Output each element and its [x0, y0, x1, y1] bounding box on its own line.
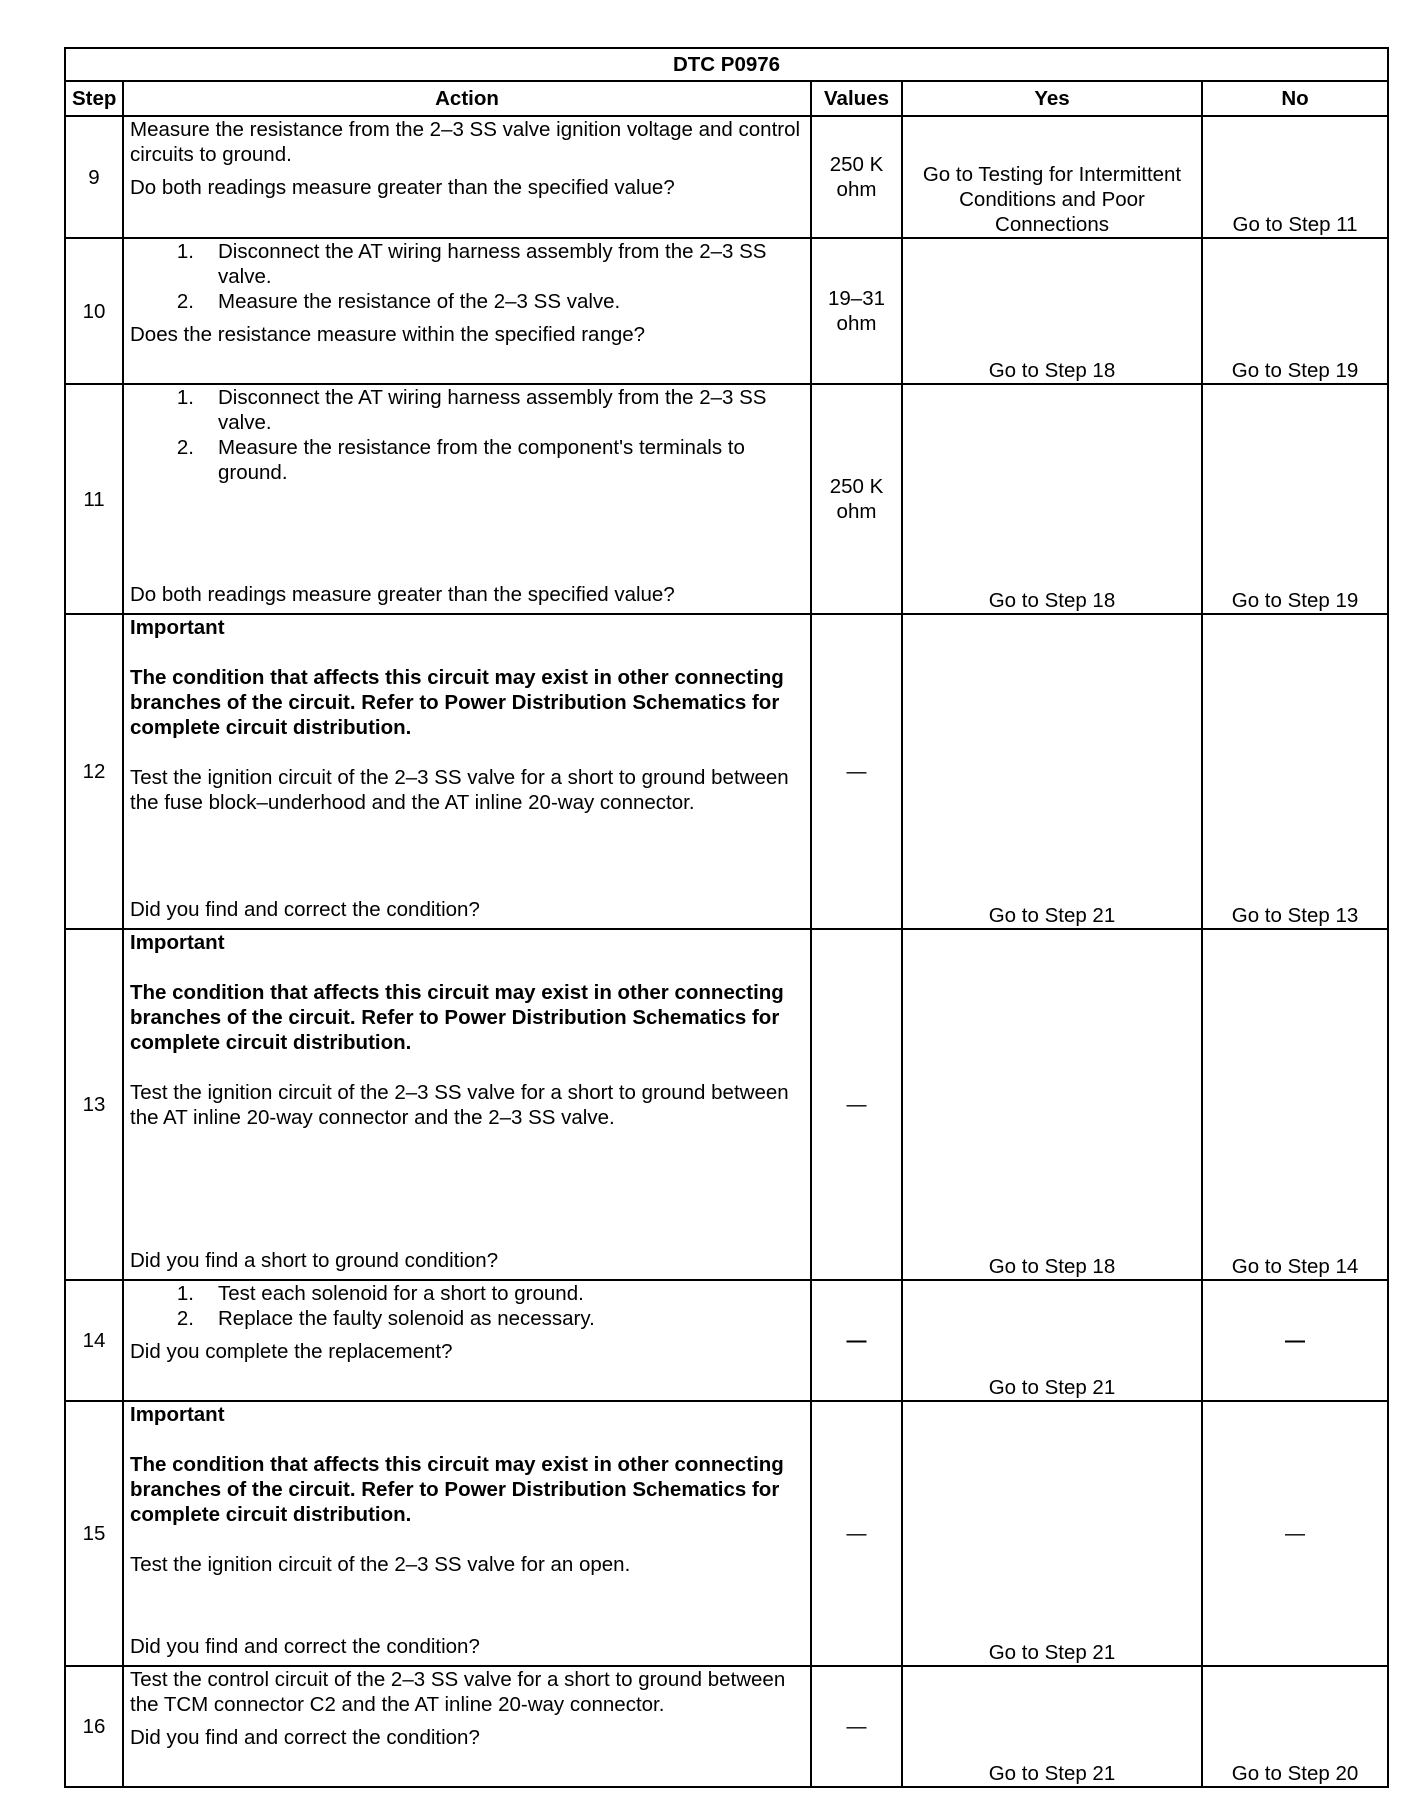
- yes-cell: Go to Testing for Intermittent Conditions and Poor Connections: [902, 116, 1202, 238]
- dash-value: —: [1285, 1329, 1305, 1352]
- yes-cell: Go to Step 21: [902, 1401, 1202, 1666]
- action-cell: [123, 116, 811, 238]
- no-cell: Go to Step 19: [1202, 238, 1388, 384]
- action-cell: [123, 384, 811, 614]
- table-row: [65, 929, 1388, 1280]
- no-cell: Go to Step 20: [1202, 1666, 1388, 1787]
- step-number: 15: [65, 1401, 123, 1666]
- dash-value: —: [846, 1715, 867, 1738]
- dash-value: —: [846, 1522, 867, 1545]
- list-item: 2. Replace the faulty solenoid as necessary.: [176, 1307, 595, 1330]
- value-cell: 250 K ohm: [811, 116, 902, 238]
- yes-cell: Go to Step 21: [902, 1666, 1202, 1787]
- yes-cell: Go to Step 18: [902, 384, 1202, 614]
- list-item: 2. Measure the resistance of the 2–3 SS valve.: [176, 290, 621, 313]
- question-text: Did you find and correct the condition?: [130, 1726, 480, 1749]
- action-list: [130, 385, 804, 485]
- list-item: 1. Disconnect the AT wiring harness assembly from the 2–3 SS valve.: [176, 386, 767, 434]
- action-cell: [123, 238, 811, 384]
- header-no: No: [1202, 81, 1388, 116]
- step-number: 11: [65, 384, 123, 614]
- step-number: 14: [65, 1280, 123, 1401]
- important-note: The condition that affects this circuit may exist in other connecting branches of the circuit. Refer to Power Distribution Schematics for complete circuit distribution.: [130, 666, 784, 739]
- question-text: Did you complete the replacement?: [130, 1340, 453, 1363]
- action-text: Test the control circuit of the 2–3 SS valve for a short to ground between the TCM connector C2 and the AT inline 20-way connector.: [130, 1668, 786, 1716]
- action-cell: [123, 1401, 811, 1666]
- value-cell: [811, 1666, 902, 1787]
- action-cell: [123, 1666, 811, 1787]
- question-text: Did you find and correct the condition?: [130, 1635, 480, 1658]
- action-list: [130, 1281, 804, 1331]
- table-row: [65, 614, 1388, 929]
- question-text: Does the resistance measure within the specified range?: [130, 323, 646, 346]
- no-cell: Go to Step 11: [1202, 116, 1388, 238]
- dash-value: —: [846, 1329, 867, 1352]
- no-cell: Go to Step 13: [1202, 614, 1388, 929]
- list-item: 1. Test each solenoid for a short to ground.: [176, 1282, 584, 1305]
- value-cell: [811, 929, 902, 1280]
- no-cell: Go to Step 14: [1202, 929, 1388, 1280]
- important-label: Important: [130, 1403, 225, 1426]
- yes-cell: Go to Step 21: [902, 1280, 1202, 1401]
- header-values: Values: [811, 81, 902, 116]
- yes-cell: Go to Step 21: [902, 614, 1202, 929]
- table-row: [65, 1666, 1388, 1787]
- action-cell: [123, 929, 811, 1280]
- step-number: 13: [65, 929, 123, 1280]
- no-cell: [1202, 1280, 1388, 1401]
- action-text: Test the ignition circuit of the 2–3 SS valve for an open.: [130, 1553, 631, 1576]
- action-cell: [123, 1280, 811, 1401]
- table-row: [65, 1401, 1388, 1666]
- important-label: Important: [130, 616, 225, 639]
- yes-cell: Go to Step 18: [902, 238, 1202, 384]
- table-row: [65, 1280, 1388, 1401]
- value-cell: 250 K ohm: [811, 384, 902, 614]
- header-yes: Yes: [902, 81, 1202, 116]
- important-label: Important: [130, 931, 225, 954]
- dash-value: —: [846, 760, 867, 783]
- table-row: [65, 116, 1388, 238]
- action-list: [130, 239, 804, 314]
- header-action: Action: [123, 81, 811, 116]
- value-cell: [811, 614, 902, 929]
- question-text: Do both readings measure greater than the specified value?: [130, 583, 675, 606]
- yes-cell: Go to Step 18: [902, 929, 1202, 1280]
- value-cell: [811, 1280, 902, 1401]
- question-text: Do both readings measure greater than the specified value?: [130, 176, 675, 199]
- header-step: Step: [65, 81, 123, 116]
- no-cell: Go to Step 19: [1202, 384, 1388, 614]
- action-text: Test the ignition circuit of the 2–3 SS valve for a short to ground between the fuse block–underhood and the AT inline 20-way connector.: [130, 766, 789, 814]
- important-note: The condition that affects this circuit may exist in other connecting branches of the circuit. Refer to Power Distribution Schematics for complete circuit distribution.: [130, 1453, 784, 1526]
- question-text: Did you find and correct the condition?: [130, 898, 480, 921]
- dash-value: —: [1285, 1522, 1305, 1545]
- no-cell: [1202, 1401, 1388, 1666]
- action-text: Test the ignition circuit of the 2–3 SS valve for a short to ground between the AT inline 20-way connector and the 2–3 SS valve.: [130, 1081, 789, 1129]
- step-number: 16: [65, 1666, 123, 1787]
- action-text: Measure the resistance from the 2–3 SS valve ignition voltage and control circuits to ground.: [130, 118, 801, 166]
- question-text: Did you find a short to ground condition?: [130, 1249, 499, 1272]
- table-row: [65, 238, 1388, 384]
- value-cell: 19–31 ohm: [811, 238, 902, 384]
- step-number: 12: [65, 614, 123, 929]
- dtc-table: [64, 47, 1389, 1788]
- table-title: DTC P0976: [65, 48, 1388, 81]
- table-row: [65, 384, 1388, 614]
- action-cell: [123, 614, 811, 929]
- step-number: 10: [65, 238, 123, 384]
- list-item: 2. Measure the resistance from the component's terminals to ground.: [176, 436, 745, 484]
- important-note: The condition that affects this circuit may exist in other connecting branches of the circuit. Refer to Power Distribution Schematics for complete circuit distribution.: [130, 981, 784, 1054]
- step-number: 9: [65, 116, 123, 238]
- value-cell: [811, 1401, 902, 1666]
- dash-value: —: [846, 1093, 867, 1116]
- list-item: 1. Disconnect the AT wiring harness assembly from the 2–3 SS valve.: [176, 240, 767, 288]
